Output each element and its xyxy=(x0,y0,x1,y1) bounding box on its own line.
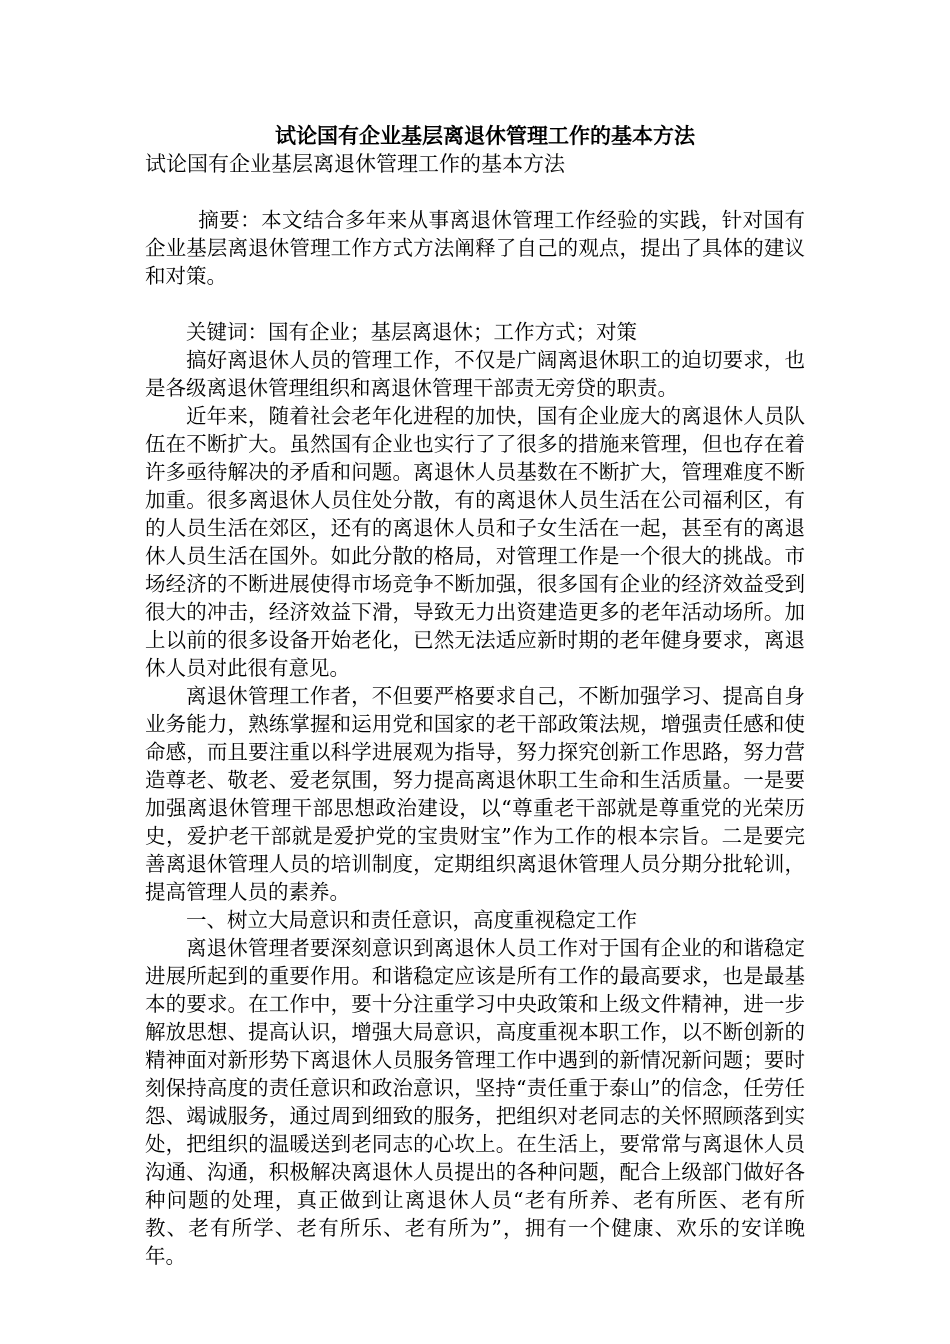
body-paragraph: 搞好离退休人员的管理工作，不仅是广阔离退休职工的迫切要求，也是各级离退休管理组织和离退休管理干部责无旁贷的职责。 xyxy=(145,348,805,400)
document-page xyxy=(145,122,805,1270)
blank-line xyxy=(145,290,805,318)
abstract-paragraph: 摘要：本文结合多年来从事离退休管理工作经验的实践，针对国有企业基层离退休管理工作方式方法阐释了自己的观点，提出了具体的建议和对策。 xyxy=(145,208,805,288)
section-heading: 一、树立大局意识和责任意识，高度重视稳定工作 xyxy=(186,908,637,932)
document-title: 试论国有企业基层离退休管理工作的基本方法 xyxy=(275,124,695,148)
keywords-line: 关键词：国有企业；基层离退休；工作方式；对策 xyxy=(186,320,637,344)
blank-line xyxy=(145,178,805,206)
body-paragraph: 离退休管理工作者，不但要严格要求自己，不断加强学习、提高自身业务能力，熟练掌握和运用党和国家的老干部政策法规，增强责任感和使命感，而且要注重以科学进展观为指导，努力探究创新工作思路，努力营造尊老、敬老、爱老氛围，努力提高离退休职工生命和生活质量。一是要加强离退休管理干部思想政治建设，以“尊重老干部就是尊重党的光荣历史，爱护老干部就是爱护党的宝贵财宝”作为工作的根本宗旨。二是要完善离退休管理人员的培训制度，定期组织离退休管理人员分期分批轮训，提高管理人员的素养。 xyxy=(145,684,805,904)
body-paragraph: 离退休管理者要深刻意识到离退休人员工作对于国有企业的和谐稳定进展所起到的重要作用。和谐稳定应该是所有工作的最高要求，也是最基本的要求。在工作中，要十分注重学习中央政策和上级文件精神，进一步解放思想、提高认识，增强大局意识，高度重视本职工作，以不断创新的精神面对新形势下离退休人员服务管理工作中遇到的新情况新问题；要时刻保持高度的责任意识和政治意识，坚持“责任重于泰山”的信念，任劳任怨、竭诚服务，通过周到细致的服务，把组织对老同志的关怀照顾落到实处，把组织的温暖送到老同志的心坎上。在生活上，要常常与离退休人员沟通、沟通，积极解决离退休人员提出的各种问题，配合上级部门做好各种问题的处理，真正做到让离退休人员“老有所养、老有所医、老有所教、老有所学、老有所乐、老有所为”，拥有一个健康、欢乐的安详晚年。 xyxy=(145,936,805,1268)
document-subtitle: 试论国有企业基层离退休管理工作的基本方法 xyxy=(145,152,565,176)
body-paragraph: 近年来，随着社会老年化进程的加快，国有企业庞大的离退休人员队伍在不断扩大。虽然国有企业也实行了了很多的措施来管理，但也存在着许多亟待解决的矛盾和问题。离退休人员基数在不断扩大，管理难度不断加重。很多离退休人员住处分散，有的离退休人员生活在公司福利区，有的人员生活在郊区，还有的离退休人员和子女生活在一起，甚至有的离退休人员生活在国外。如此分散的格局，对管理工作是一个很大的挑战。市场经济的不断进展使得市场竞争不断加强，很多国有企业的经济效益受到很大的冲击，经济效益下滑，导致无力出资建造更多的老年活动场所。加上以前的很多设备开始老化，已然无法适应新时期的老年健身要求，离退休人员对此很有意见。 xyxy=(145,404,805,680)
